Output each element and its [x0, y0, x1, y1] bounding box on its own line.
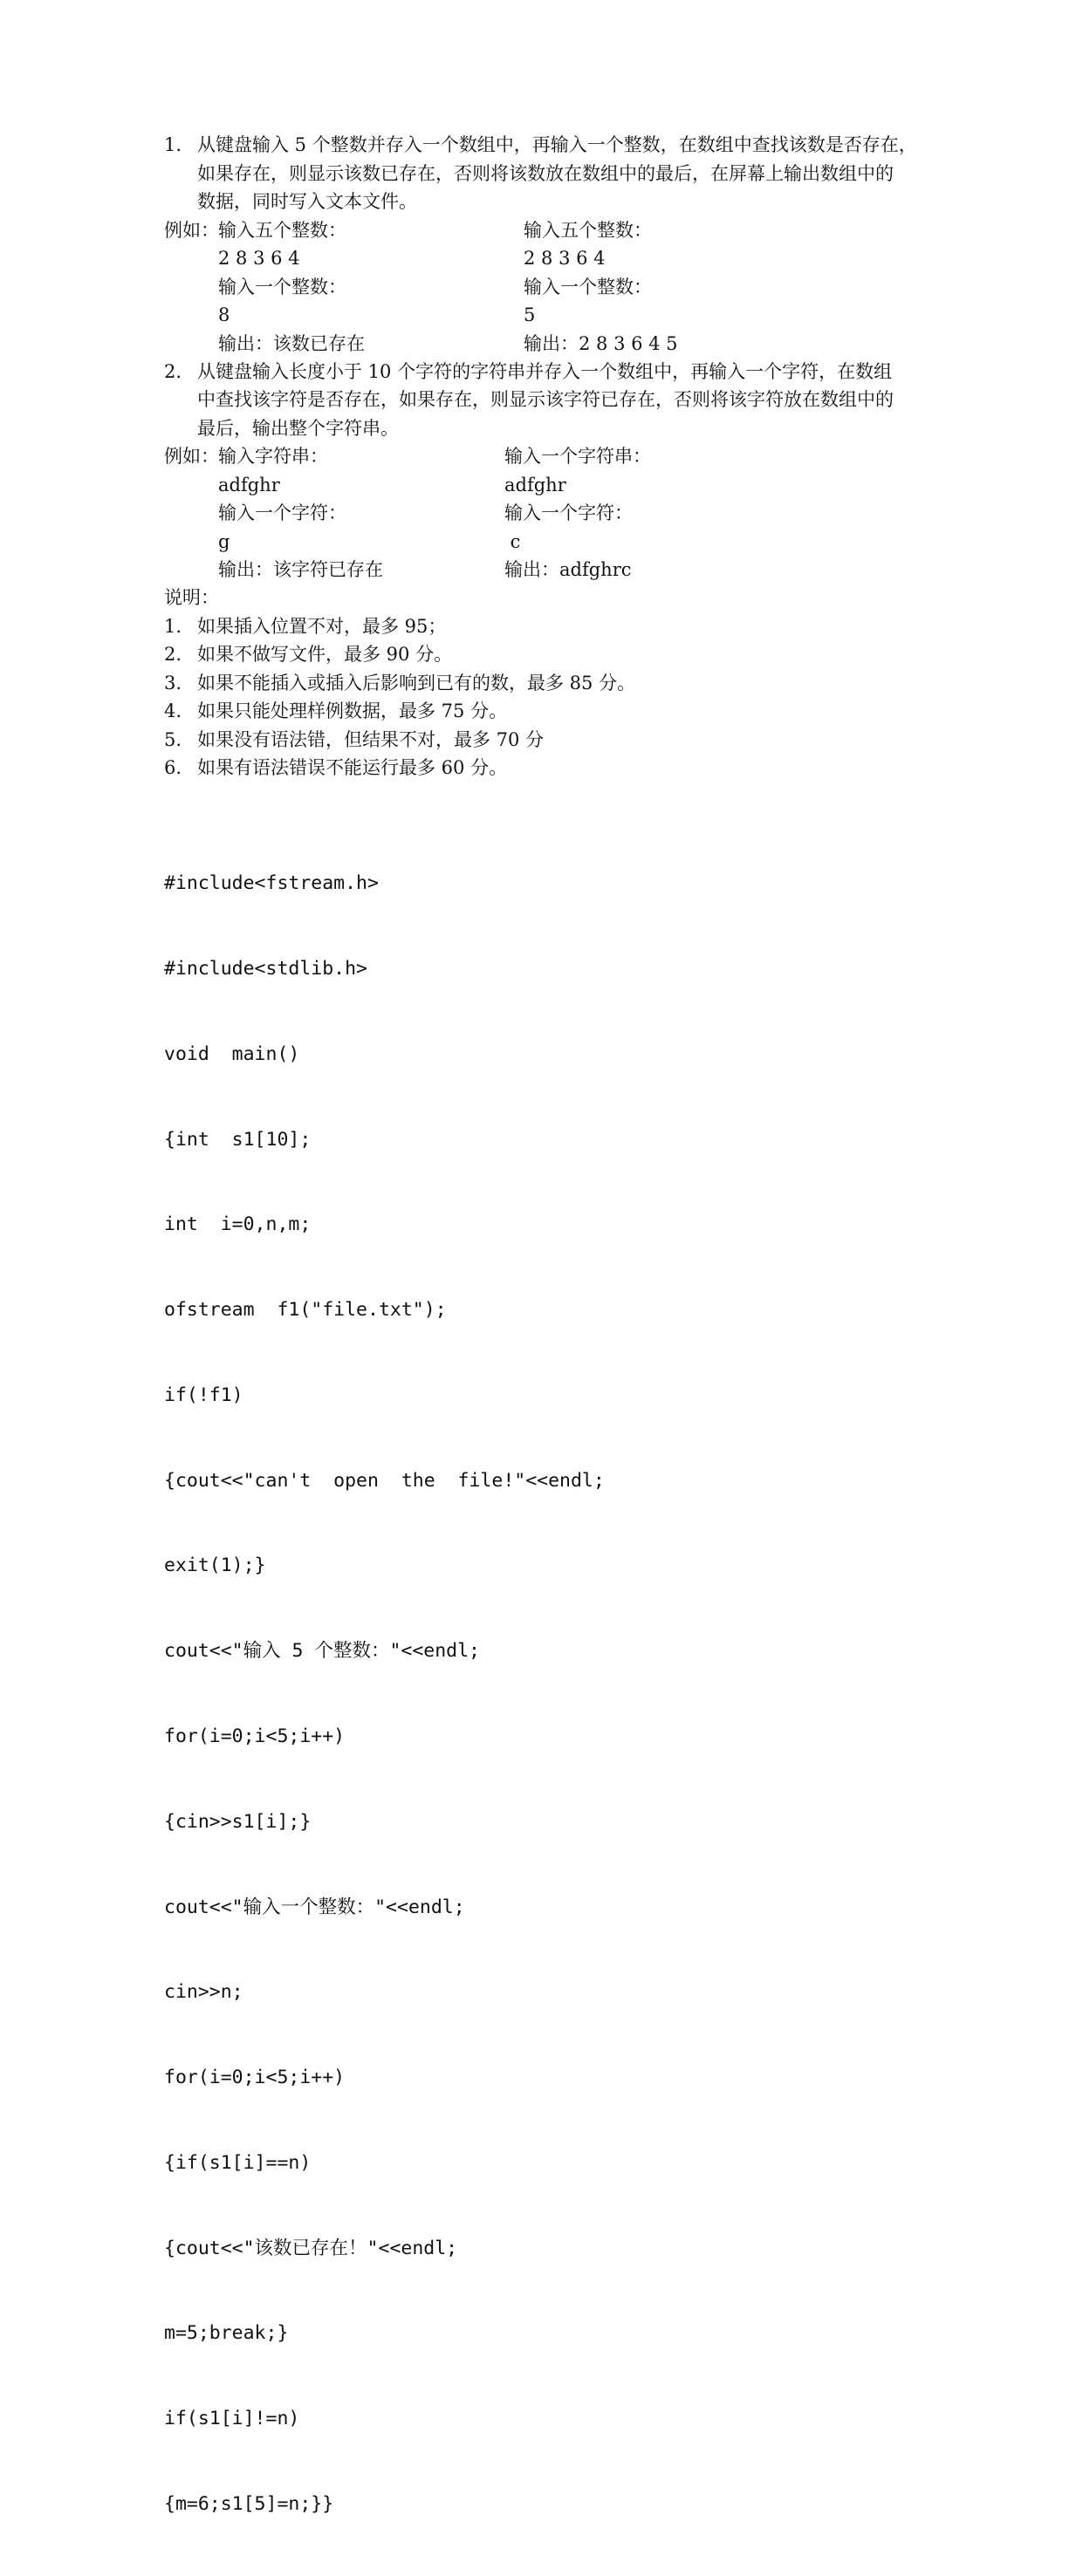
code-line: if(s1[i]!=n): [164, 2408, 300, 2430]
code-line: {cout<<"该数已存在！"<<endl;: [164, 2237, 458, 2259]
note-text: 如果有语法错误不能运行最多 60 分。: [197, 757, 508, 778]
example-line: 5: [524, 304, 536, 325]
example-line: adfghr: [504, 474, 566, 495]
example-left-column: [218, 442, 383, 584]
code-line: {if(s1[i]==n): [164, 2151, 312, 2174]
example-line: 输入一个整数：: [218, 276, 346, 297]
problem-2-line: 从键盘输入长度小于 10 个字符的字符串并存入一个数组中，再输入一个字符，在数组: [197, 360, 893, 382]
example-line: 输出：adfghrc: [504, 559, 632, 580]
problem-text: [164, 131, 932, 782]
problem-1-statement: [197, 131, 932, 216]
notes-list: [164, 612, 932, 782]
code-line: if(!f1): [164, 1384, 243, 1406]
example-line: 输入一个字符串：: [504, 446, 651, 467]
note-item: [164, 754, 932, 782]
problem-2-line: 最后，输出整个字符串。: [197, 417, 399, 439]
example-line: c: [504, 530, 521, 552]
note-item: [164, 726, 932, 755]
example-line: 输出：2 8 3 6 4 5: [524, 332, 678, 354]
note-text: 如果不能插入或插入后影响到已有的数，最多 85 分。: [197, 672, 636, 694]
note-number: 3.: [164, 672, 182, 694]
problem-1-example: [164, 216, 932, 358]
example-lead: 例如：: [164, 219, 219, 241]
example-lead: 例如：: [164, 446, 219, 467]
code-line: for(i=0;i<5;i++): [164, 2067, 346, 2089]
example-line: 输入一个字符：: [504, 502, 633, 523]
code-line: cout<<"输入一个整数："<<endl;: [164, 1896, 465, 1918]
example-line: 2 8 3 6 4: [524, 248, 606, 269]
note-number: 4.: [164, 700, 182, 721]
example-line: 输出：该数已存在: [218, 332, 365, 354]
code-line: cin>>n;: [164, 1981, 243, 2004]
code-line: for(i=0;i<5;i++): [164, 1725, 346, 1747]
problem-2-line: 中查找该字符是否存在，如果存在，则显示该字符已存在，否则将该字符放在数组中的: [197, 389, 894, 410]
notes-title: 说明：: [164, 587, 219, 608]
example-line: 输入字符串：: [218, 446, 328, 467]
problem-1-number: 1.: [164, 134, 182, 155]
note-number: 5.: [164, 728, 182, 750]
code-line: exit(1);}: [164, 1554, 266, 1577]
code-line: {int s1[10];: [164, 1128, 312, 1151]
problem-2-example: [164, 442, 932, 584]
problem-1-line: 从键盘输入 5 个整数并存入一个数组中，再输入一个整数，在数组中查找该数是否存在，: [197, 134, 917, 155]
code-line: int i=0,n,m;: [164, 1213, 312, 1236]
code-line: #include<stdlib.h>: [164, 957, 367, 980]
code-line: {m=6;s1[5]=n;}}: [164, 2493, 334, 2516]
note-item: [164, 640, 932, 669]
code-line: #include<fstream.h>: [164, 872, 379, 895]
code-line: {cout<<"can't open the file!"<<endl;: [164, 1469, 605, 1492]
example-right-column: [524, 216, 678, 359]
problem-2-statement: [197, 358, 932, 443]
example-left-column: [218, 216, 365, 359]
note-text: 如果不做写文件，最多 90 分。: [197, 644, 453, 665]
example-line: 输出：该字符已存在: [218, 559, 383, 580]
example-line: 8: [218, 304, 230, 325]
example-line: adfghr: [218, 474, 280, 495]
code-line: void main(): [164, 1042, 300, 1065]
problem-2: [164, 358, 932, 443]
example-line: 2 8 3 6 4: [218, 248, 300, 269]
code-line: cout<<"输入 5 个整数："<<endl;: [164, 1640, 480, 1663]
example-line: 输入五个整数：: [524, 219, 652, 241]
note-text: 如果插入位置不对，最多 95；: [197, 615, 447, 637]
problem-1-line: 如果存在，则显示该数已存在，否则将该数放在数组中的最后，在屏幕上输出数组中的: [197, 162, 894, 184]
note-item: [164, 612, 932, 641]
example-line: g: [218, 530, 230, 552]
code-listing: [164, 813, 605, 2576]
problem-2-number: 2.: [164, 360, 182, 382]
example-line: 输入一个字符：: [218, 502, 346, 523]
problem-1: [164, 131, 932, 216]
code-line: {cin>>s1[i];}: [164, 1810, 312, 1833]
note-number: 6.: [164, 757, 182, 778]
problem-1-line: 数据，同时写入文本文件。: [197, 191, 417, 212]
note-item: [164, 697, 932, 726]
note-text: 如果没有语法错，但结果不对，最多 70 分: [197, 728, 545, 750]
example-line: 输入五个整数：: [218, 219, 346, 241]
example-line: 输入一个整数：: [524, 276, 652, 297]
note-number: 2.: [164, 644, 182, 665]
code-line: ofstream f1("file.txt");: [164, 1299, 447, 1322]
example-right-column: [504, 442, 651, 584]
note-item: [164, 669, 932, 698]
code-line: m=5;break;}: [164, 2322, 289, 2345]
note-text: 如果只能处理样例数据，最多 75 分。: [197, 700, 508, 721]
note-number: 1.: [164, 615, 182, 637]
